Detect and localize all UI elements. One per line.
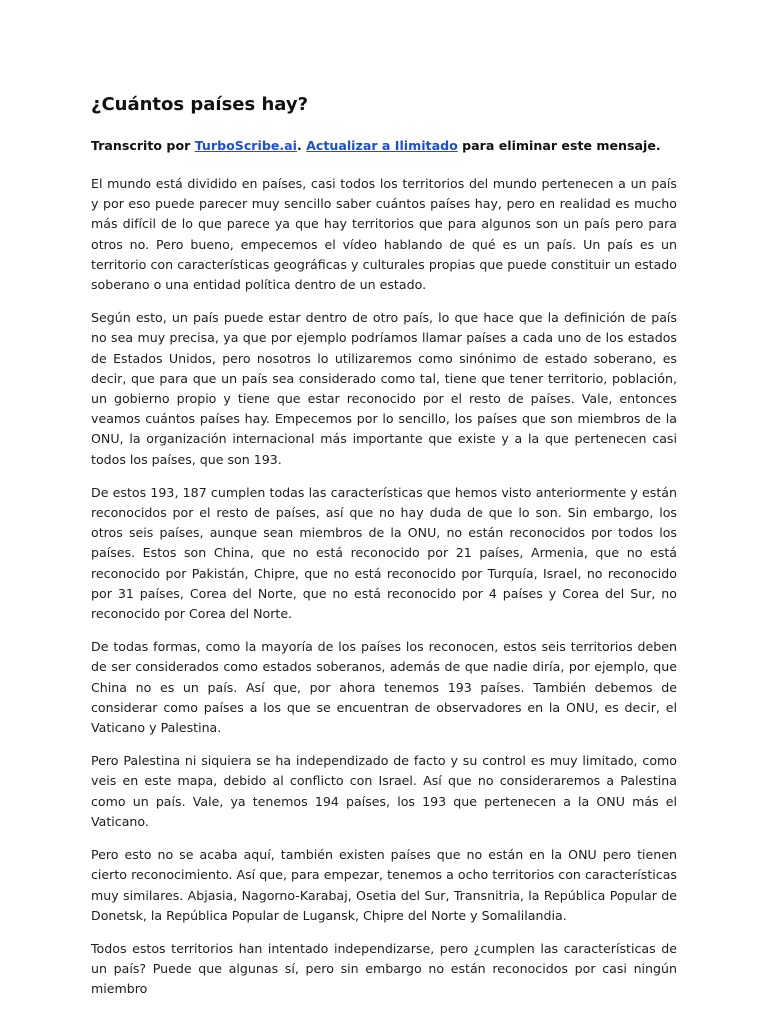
paragraph-7: Todos estos territorios han intentado independizarse, pero ¿cumplen las características de un país? Puede que algunas sí, pero sin embargo no están reconocidos por casi ningún miembro — [91, 940, 677, 997]
notice-prefix: Transcrito por — [91, 138, 195, 153]
document-page — [91, 92, 677, 1013]
paragraph-3: De estos 193, 187 cumplen todas las características que hemos visto anteriormente y están reconocidos por el resto de países, así que no hay duda de que lo son. Sin embargo, los otros seis países, aunque sean miembros de la ONU, no están reconocidos por todos los países. Estos son China, que no está reconocido por 21 países, Armenia, que no está reconocido por Pakistán, Chipre, que no está reconocido por Turquía, Israel, no reconocido por 31 países, Corea del Norte, que no está reconocido por 4 países y Corea del Sur, no reconocido por Corea del Norte. — [91, 484, 677, 622]
document-title: ¿Cuántos países hay? — [91, 94, 309, 115]
paragraph-1: El mundo está dividido en países, casi todos los territorios del mundo pertenecen a un país y por eso puede parecer muy sencillo saber cuántos países hay, pero en realidad es mucho más difícil de lo que parece ya que hay territorios que para algunos son un país pero para otros no. Pero bueno, empecemos el vídeo hablando de qué es un país. Un país es un territorio con características geográficas y culturales propias que puede constituir un estado soberano o una entidad política dentro de un estado. — [91, 176, 677, 293]
paragraph-6: Pero esto no se acaba aquí, también existen países que no están en la ONU pero tienen cierto reconocimiento. Así que, para empezar, tenemos a ocho territorios con características muy similares. Abjasia, Nagorno-Karabaj, Osetia del Sur, Transnitria, la República Popular de Donetsk, la República Popular de Lugansk, Chipre del Norte y Somalilandia. — [91, 847, 677, 923]
paragraph-4: De todas formas, como la mayoría de los países los reconocen, estos seis territorios deben de ser considerados como estados soberanos, además de que nadie diría, por ejemplo, que China no es un país. Así que, por ahora tenemos 193 países. También debemos de considerar como países a los que se encuentran de observadores en la ONU, es decir, el Vaticano y Palestina. — [91, 639, 677, 736]
paragraph-5: Pero Palestina ni siquiera se ha independizado de facto y su control es muy limitado, como veis en este mapa, debido al conflicto con Israel. Así que no consideraremos a Palestina como un país. Vale, ya tenemos 194 países, los 193 que pertenecen a la ONU más el Vaticano. — [91, 753, 677, 829]
paragraph-2: Según esto, un país puede estar dentro de otro país, lo que hace que la definición de país no sea muy precisa, ya que por ejemplo podríamos llamar países a cada uno de los estados de Estados Unidos, pero nosotros lo utilizaremos como sinónimo de estado soberano, es decir, que para que un país sea considerado como tal, tiene que tener territorio, población, un gobierno propio y tiene que estar reconocido por el resto de países. Vale, entonces veamos cuántos países hay. Empecemos por lo sencillo, los países que son miembros de la ONU, la organización internacional más importante que existe y a la que pertenecen casi todos los países, que son 193. — [91, 310, 677, 467]
notice-suffix: para eliminar este mensaje. — [457, 138, 661, 153]
upgrade-unlimited-link[interactable]: Actualizar a Ilimitado — [306, 138, 458, 153]
notice-separator: . — [296, 138, 307, 153]
transcription-notice — [91, 136, 677, 156]
turboscribe-link[interactable]: TurboScribe.ai — [194, 138, 297, 153]
